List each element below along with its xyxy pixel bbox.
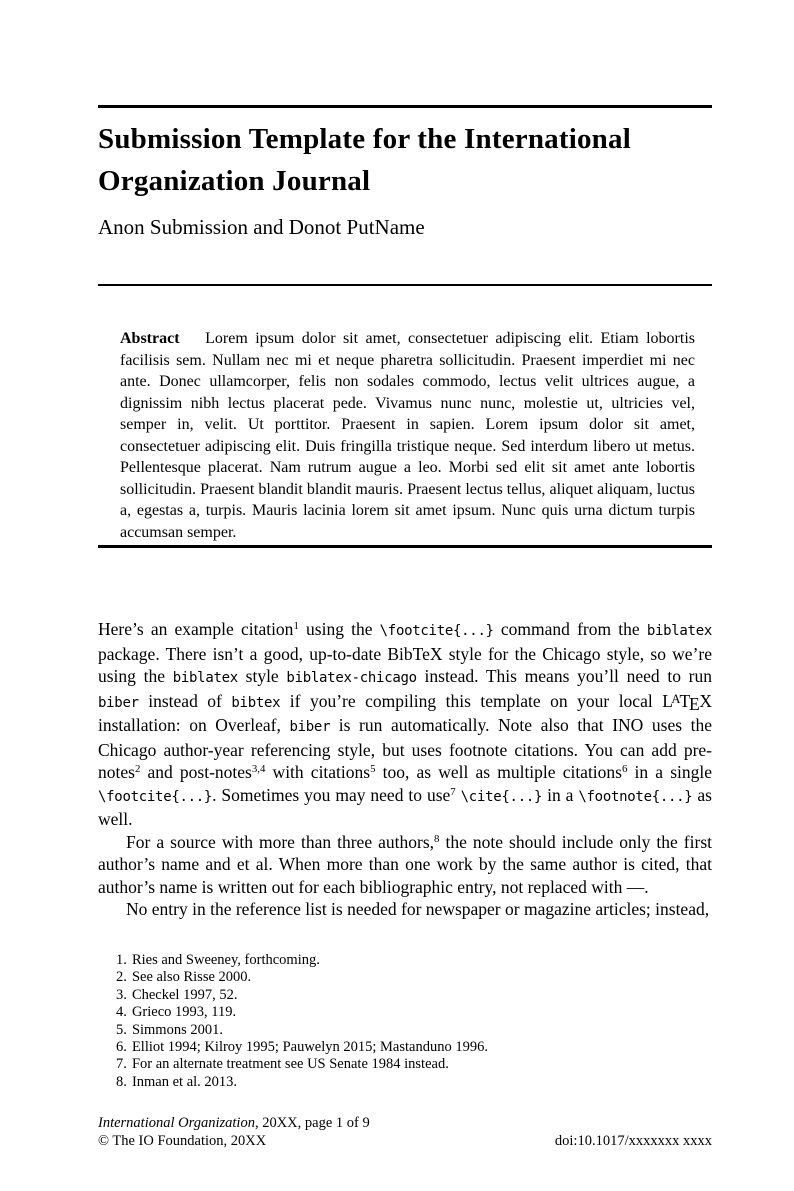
footnotes-block	[116, 952, 712, 1091]
abstract-rule	[98, 545, 712, 548]
footnote-number: 4.	[116, 1004, 127, 1021]
footnote-2	[116, 969, 712, 986]
footnote-number: 2.	[116, 969, 127, 986]
page-title: Submission Template for the International Organization Journal	[98, 123, 631, 197]
paragraph-3: No entry in the reference list is needed for newspaper or magazine articles; instead,	[126, 899, 710, 919]
footnote-text: Ries and Sweeney, forthcoming.	[131, 952, 320, 968]
abstract-text: Lorem ipsum dolor sit amet, consectetuer adipiscing elit. Etiam lobortis facilisis sem. Nullam nec mi et neque pharetra sollicitudin. Praesent imperdiet mi nec ante. Donec ullamcorper, felis non sodales commodo, lectus velit ultrices augue, a dignissim nibh lectus placerat pede. Vivamus nunc nunc, molestie ut, ultricies vel, semper in, velit. Ut porttitor. Praesent in sapien. Lorem ipsum dolor sit amet, consectetuer adipiscing elit. Duis fringilla tristique neque. Sed interdum libero ut metus. Pellentesque placerat. Nam rutrum augue a leo. Morbi sed elit sit amet ante lobortis sollicitudin. Praesent blandit blandit mauris. Praesent lectus tellus, aliquet aliquam, luctus a, egestas a, turpis. Mauris lacinia lorem sit amet ipsum. Nunc quis urna dictum turpis accumsan semper.	[120, 330, 695, 541]
footnote-number: 1.	[116, 952, 127, 968]
footnote-3	[116, 987, 712, 1004]
footnote-8	[116, 1074, 712, 1091]
footnote-number: 8.	[116, 1073, 127, 1090]
footnote-number: 6.	[116, 1039, 127, 1056]
top-rule	[98, 105, 712, 108]
footnote-number: 3.	[116, 986, 127, 1003]
footnote-4	[116, 1004, 712, 1021]
footnote-text: Simmons 2001.	[131, 1021, 223, 1038]
paragraph-2: For a source with more than three authors,$^8$ the note should include only the first author’s name and et al. When more than one work by the same author is cited, that author’s name is written out for each bibliographic entry, not replaced with —.	[98, 831, 712, 897]
footnote-number: 5.	[116, 1021, 127, 1038]
authors-line: Anon Submission and Donot PutName	[98, 215, 425, 239]
footnote-text: Grieco 1993, 119.	[131, 1004, 237, 1021]
footnote-7	[116, 1056, 712, 1073]
footnote-text: Inman et al. 2013.	[131, 1073, 238, 1090]
journal-name: International Organization	[98, 1115, 255, 1131]
doi-text: doi:10.1017/xxxxxxx xxxx	[554, 1133, 712, 1149]
footnote-text: See also Risse 2000.	[131, 969, 252, 986]
footer-copyright-line	[98, 1132, 712, 1150]
abstract-block	[120, 328, 695, 543]
copyright-text: © The IO Foundation, 20XX	[98, 1133, 267, 1149]
page-footer	[98, 1114, 712, 1150]
footer-journal-line	[98, 1114, 712, 1132]
footnote-text: Elliot 1994; Kilroy 1995; Pauwelyn 2015; Mastanduno 1996.	[131, 1039, 488, 1056]
footnote-text: For an alternate treatment see US Senate 1984 instead.	[131, 1056, 449, 1073]
abstract-label: Abstract	[120, 330, 180, 347]
authors-rule	[98, 284, 712, 286]
paragraph-1: Here’s an example citation$^1$ using the \footcite{...} command from the biblatex package. There isn’t a good, up-to-date BibTeX style for the Chicago style, so we’re using the biblatex style biblatex-chicago instead. This means you’ll need to run biber instead of bibtex if you’re compiling this template on your local LATEX installation: on Overleaf, biber is run automatically. Note also that INO uses the Chicago author-year referencing style, but uses footnote citations. You can add pre-notes$^2$ and post-notes$^{3,4}$ with citations$^5$ too, as well as multiple citations$^6$ in a single \footcite{...}. Sometimes you may need to use$^7$ \cite{...} in a \footnote{...} as well.	[98, 619, 713, 829]
journal-issue-info: , 20XX, page 1 of 9	[254, 1115, 370, 1131]
footnote-number: 7.	[116, 1056, 127, 1073]
body-text	[98, 618, 712, 921]
footnote-text: Checkel 1997, 52.	[131, 986, 238, 1003]
footnote-1	[116, 952, 712, 969]
footnote-5	[116, 1022, 712, 1039]
footnote-6	[116, 1039, 712, 1056]
